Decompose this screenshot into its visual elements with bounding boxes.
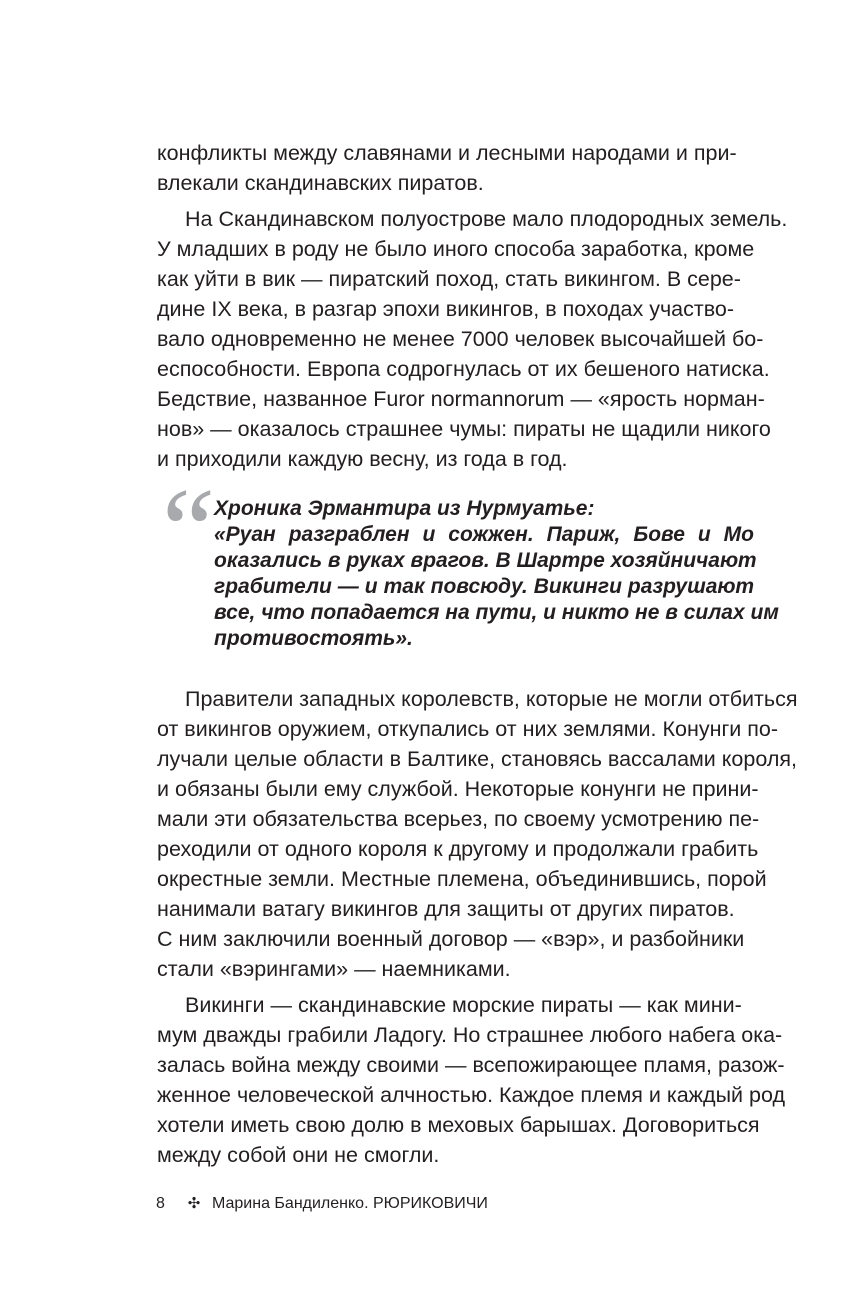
quotation-mark-icon: “ (150, 463, 217, 596)
page-footer (156, 1194, 488, 1214)
text-line: нанимали ватагу викингов для защиты от других пиратов. (157, 897, 735, 921)
text-line: влекали скандинавских пиратов. (157, 171, 484, 195)
text-line: и обязаны были ему службой. Некоторые конунги не прини- (157, 777, 759, 801)
text-line: хотели иметь свою долю в меховых барышах. Договориться (157, 1113, 760, 1137)
text-line: как уйти в вик — пиратский поход, стать викингом. В сере- (157, 267, 741, 291)
text-line: от викингов оружием, откупались от них землями. Конунги по- (157, 717, 779, 741)
text-line: У младших в роду не было иного способа заработка, кроме (157, 237, 755, 261)
quote-line: «Руан разграблен и сожжен. Париж, Бове и Мо (214, 523, 754, 546)
book-title: РЮРИКОВИЧИ (372, 1195, 488, 1212)
text-line: лучали целые области в Балтике, становясь вассалами короля, (157, 747, 797, 771)
text-line: Бедствие, названное Furor normannorum — «ярость норман- (157, 387, 765, 411)
text-line: Правители западных королевств, которые не могли отбиться (185, 687, 798, 711)
text-line: женное человеческой алчностью. Каждое племя и каждый род (157, 1083, 786, 1107)
quote-line: все, что попадается на пути, и никто не в силах им (214, 601, 779, 624)
text-line: стали «вэрингами» — наемниками. (157, 957, 511, 981)
text-line: мали эти обязательства всерьез, по своему усмотрению пе- (157, 807, 760, 831)
text-line: залась война между своими — всепожирающее пламя, разож- (157, 1053, 785, 1077)
quote-line: оказались в руках врагов. В Шартре хозяйничают (214, 549, 757, 572)
text-line: Викинги — скандинавские морские пираты — как мини- (185, 993, 742, 1017)
text-line: между собой они не смогли. (157, 1143, 440, 1167)
text-line: конфликты между славянами и лесными народами и при- (157, 141, 737, 165)
text-line: окрестные земли. Местные племена, объединившись, порой (157, 867, 767, 891)
text-line: вало одновременно не менее 7000 человек высочайшей бо- (157, 327, 764, 351)
text-line: дине IX века, в разгар эпохи викингов, в походах участво- (157, 297, 735, 321)
text-line: нов» — оказалось страшнее чумы: пираты не щадили никого (157, 417, 771, 441)
text-line: реходили от одного короля к другому и продолжали грабить (157, 837, 759, 861)
author-name: Марина Бандиленко. (212, 1195, 369, 1212)
text-line: С ним заключили военный договор — «вэр», и разбойники (157, 927, 745, 951)
text-line: мум дважды грабили Ладогу. Но страшнее любого набега ока- (157, 1023, 783, 1047)
quote-line: противостоять». (214, 627, 413, 650)
text-line: На Скандинавском полуострове мало плодородных земель. (185, 207, 788, 231)
text-line: еспособности. Европа содрогнулась от их бешеного натиска. (157, 357, 770, 381)
quote-line: Хроника Эрмантира из Нурмуатье: (214, 497, 595, 520)
ornament-icon: ✣ (187, 1195, 201, 1212)
page-number: 8 (156, 1195, 165, 1212)
quote-line: грабители — и так повсюду. Викинги разрушают (214, 575, 754, 598)
text-line: и приходили каждую весну, из года в год. (157, 447, 568, 471)
